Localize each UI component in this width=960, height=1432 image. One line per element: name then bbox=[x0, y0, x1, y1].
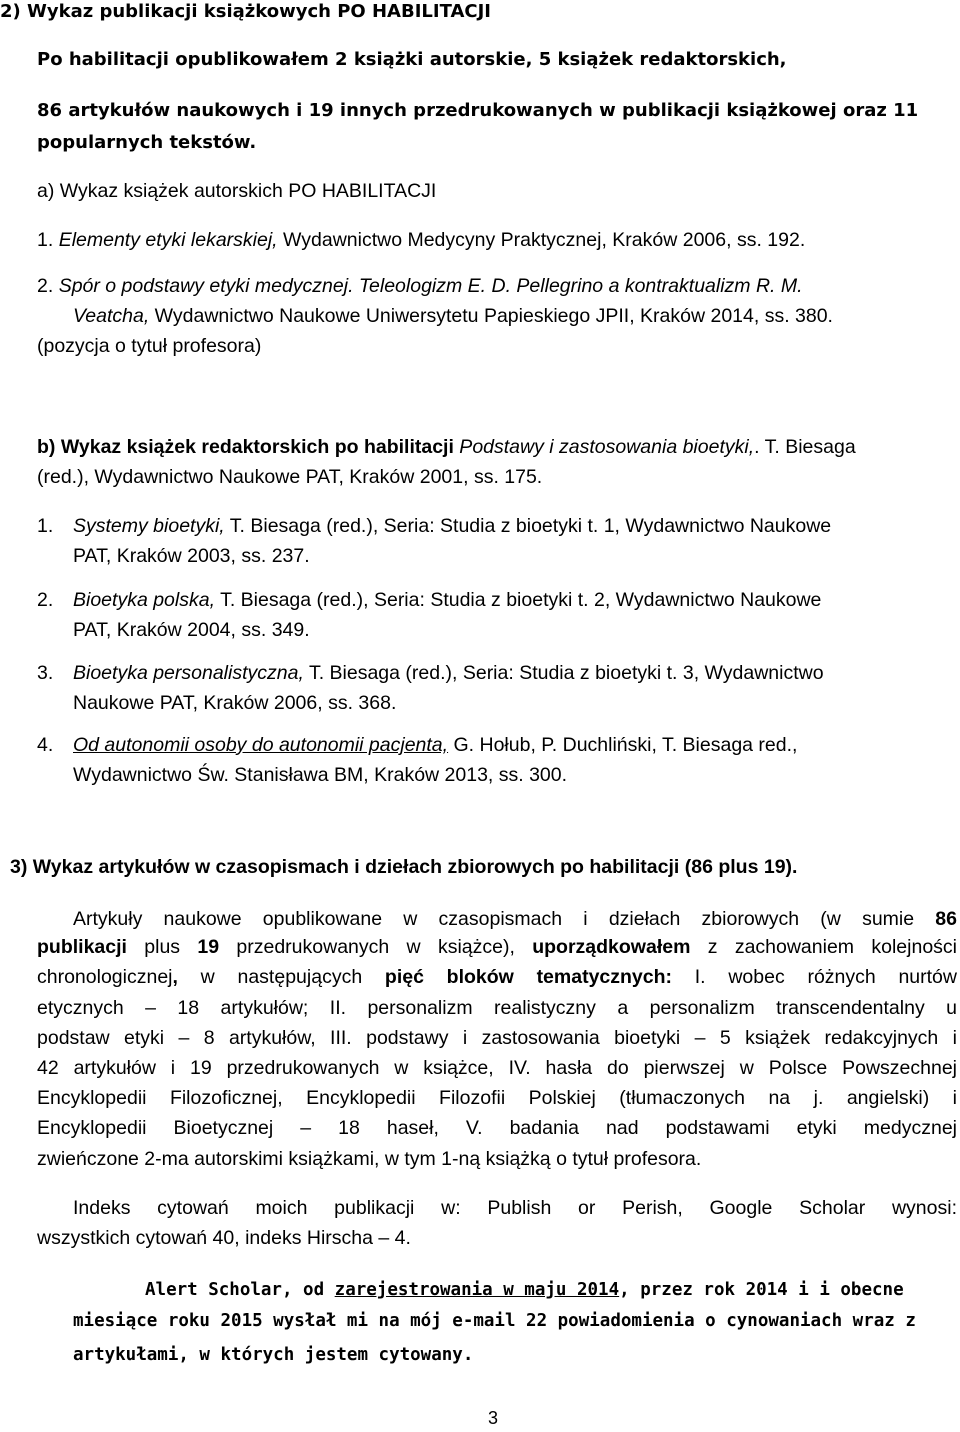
edited-item-1: 1. Systemy bioetyki, T. Biesaga (red.), Seria: Studia z bioetyki t. 1, Wydawnictwo Naukowe bbox=[37, 515, 832, 537]
section3-para1-line6: 42 artykułów i 19 przedrukowanych w książce, IV. hasła do pierwszej w Polsce Powszechnej bbox=[37, 1057, 957, 1079]
section3-para1-line3: chronologicznej, w następujących pięć bloków tematycznych: I. wobec różnych nurtów bbox=[37, 966, 957, 988]
page-number: 3 bbox=[488, 1408, 499, 1428]
edited-item-3: 3. Bioetyka personalistyczna, T. Biesaga (red.), Seria: Studia z bioetyki t. 3, Wydawnictwo bbox=[37, 662, 824, 684]
edited-item-2: 2. Bioetyka polska, T. Biesaga (red.), Seria: Studia z bioetyki t. 2, Wydawnictwo Naukowe bbox=[37, 589, 822, 611]
authored-item-2-line2: Veatcha, Wydawnictwo Naukowe Uniwersytetu Papieskiego JPII, Kraków 2014, ss. 380. bbox=[73, 305, 833, 327]
section3-para1-line5: podstaw etyki – 8 artykułów, III. podstawy i zastosowania bioetyki – 5 książek redakcyjnych i bbox=[37, 1027, 957, 1049]
section3-para1-line1: Artykuły naukowe opublikowane w czasopismach i dziełach zbiorowych (w sumie 86 bbox=[73, 908, 957, 930]
authored-item-2-note: (pozycja o tytuł profesora) bbox=[37, 335, 262, 357]
section2-heading: 2) Wykaz publikacji książkowych PO HABILITACJI bbox=[0, 1, 491, 22]
authored-item-2: 2. Spór o podstawy etyki medycznej. Teleologizm E. D. Pellegrino a kontraktualizm R. M. bbox=[37, 275, 803, 297]
authored-item-1-title: Elementy etyki lekarskiej, bbox=[58, 229, 278, 251]
edited-books-heading-line2: (red.), Wydawnictwo Naukowe PAT, Kraków 2001, ss. 175. bbox=[37, 466, 543, 488]
edited-item-1-line2: PAT, Kraków 2003, ss. 237. bbox=[73, 545, 310, 567]
section2-intro-line3: popularnych tekstów. bbox=[37, 132, 257, 153]
authored-books-heading: a) Wykaz książek autorskich PO HABILITACJI bbox=[37, 180, 437, 202]
authored-item-1: 1. Elementy etyki lekarskiej, Wydawnictwo Medycyny Praktycznej, Kraków 2006, ss. 192. bbox=[37, 229, 806, 251]
section2-intro-line2: 86 artykułów naukowych i 19 innych przedrukowanych w publikacji książkowej oraz 11 bbox=[37, 100, 919, 121]
alert-scholar-line2: miesiące roku 2015 wysłał mi na mój e-mail 22 powiadomienia o cynowaniach wraz z bbox=[73, 1311, 916, 1331]
alert-scholar-line3: artykułami, w których jestem cytowany. bbox=[73, 1345, 474, 1365]
section3-para1-line2: publikacji plus 19 przedrukowanych w książce), uporządkowałem z zachowaniem kolejności bbox=[37, 936, 957, 958]
section3-para1-line8: Encyklopedii Bioetycznej – 18 haseł, V. badania nad podstawami etyki medycznej bbox=[37, 1117, 957, 1139]
section2-intro-line1: Po habilitacji opublikowałem 2 książki autorskie, 5 książek redaktorskich, bbox=[37, 49, 787, 70]
edited-books-heading: b) Wykaz książek redaktorskich po habilitacji Podstawy i zastosowania bioetyki,. T. Biesaga bbox=[37, 436, 856, 458]
edited-item-2-line2: PAT, Kraków 2004, ss. 349. bbox=[73, 619, 310, 641]
edited-item-4-line2: Wydawnictwo Św. Stanisława BM, Kraków 2013, ss. 300. bbox=[73, 764, 568, 786]
alert-scholar-line1: Alert Scholar, od zarejestrowania w maju 2014, przez rok 2014 i i obecne bbox=[145, 1280, 904, 1300]
section3-para1-line9: zwieńczone 2-ma autorskimi książkami, w tym 1-ną książką o tytuł profesora. bbox=[37, 1148, 702, 1170]
section3-para1-line4: etycznych – 18 artykułów; II. personalizm realistyczny a personalizm transcendentalny u bbox=[37, 997, 957, 1019]
citation-index-line1: Indeks cytowań moich publikacji w: Publish or Perish, Google Scholar wynosi: bbox=[73, 1197, 957, 1219]
edited-item-4: 4. Od autonomii osoby do autonomii pacjenta, G. Hołub, P. Duchliński, T. Biesaga red., bbox=[37, 734, 798, 756]
section3-heading: 3) Wykaz artykułów w czasopismach i dziełach zbiorowych po habilitacji (86 plus 19). bbox=[10, 856, 798, 878]
edited-item-3-line2: Naukowe PAT, Kraków 2006, ss. 368. bbox=[73, 692, 397, 714]
authored-item-2-title: Spór o podstawy etyki medycznej. Teleologizm E. D. Pellegrino a kontraktualizm R. M. bbox=[58, 275, 803, 297]
section3-para1-line7: Encyklopedii Filozoficznej, Encyklopedii Filozofii Polskiej (tłumaczonych na j. angielski) i bbox=[37, 1087, 957, 1109]
citation-index-line2: wszystkich cytowań 40, indeks Hirscha – 4. bbox=[37, 1227, 411, 1249]
